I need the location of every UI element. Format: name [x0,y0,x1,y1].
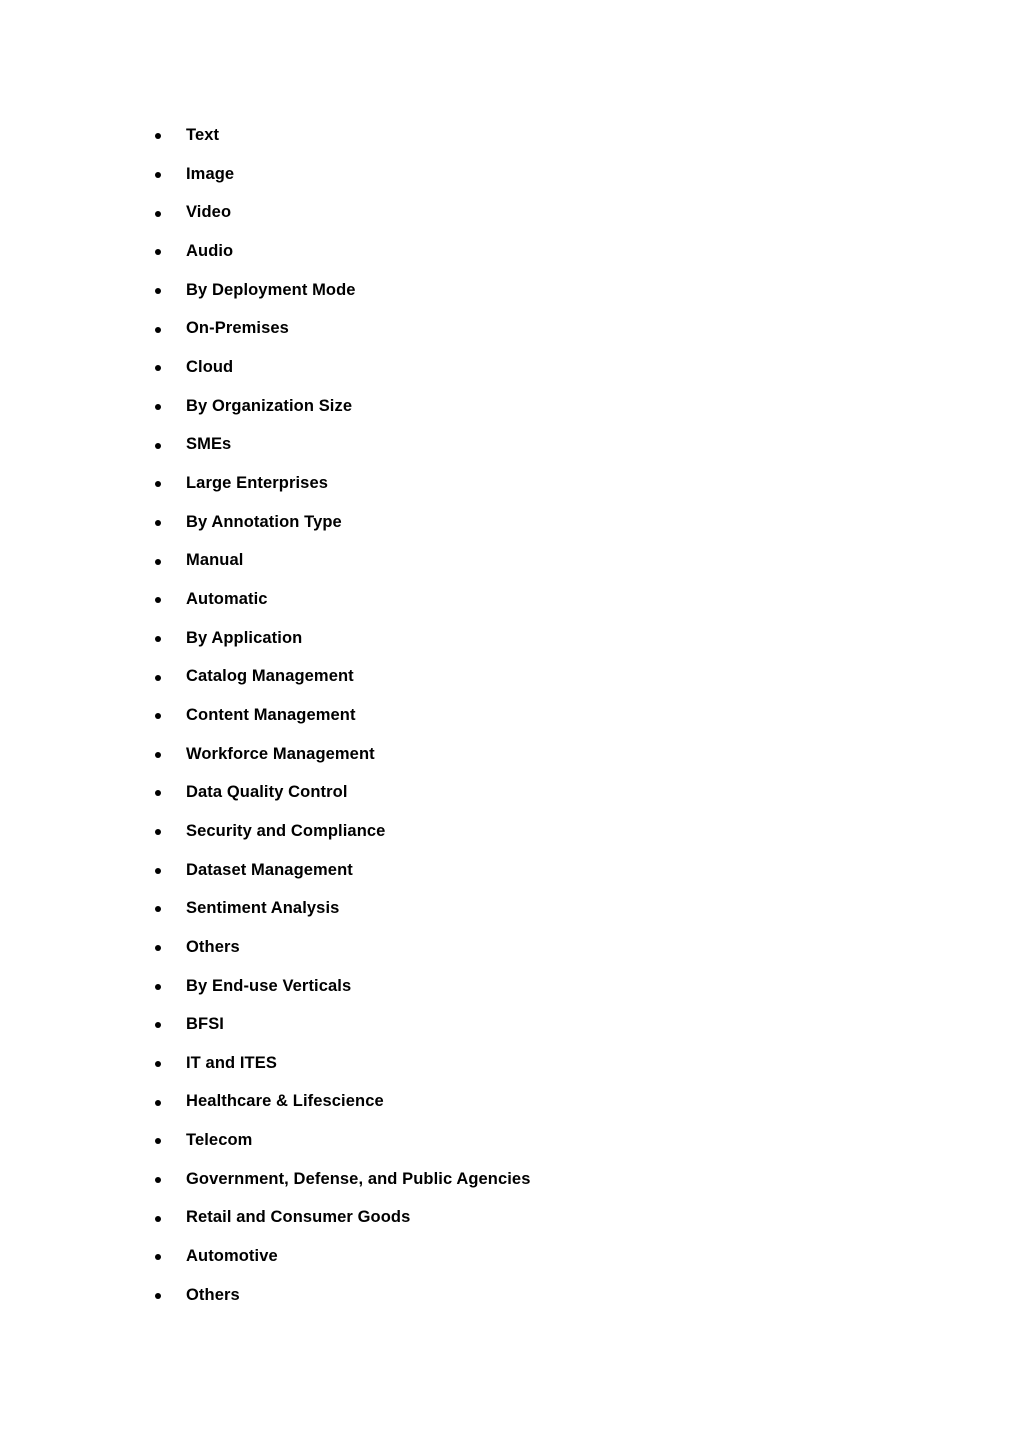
bullet-icon [155,365,161,371]
list-item [152,850,530,889]
list-item [152,889,530,928]
list-item [152,735,530,774]
list-item-text: On-Premises [186,319,289,338]
list-item [152,696,530,735]
list-item-text: Cloud [186,358,234,377]
list-item [152,1276,530,1315]
bullet-icon [155,1177,161,1183]
bullet-icon [155,211,161,217]
bullet-icon [155,288,161,294]
bullet-icon [155,1022,161,1028]
bullet-icon [155,675,161,681]
bullet-icon [155,1254,161,1260]
list-item-text: By Organization Size [186,396,353,415]
bullet-icon [155,945,161,951]
list-item [152,271,530,310]
list-item [152,541,530,580]
list-item [152,773,530,812]
list-item-text: By Deployment Mode [186,280,356,299]
list-item-text: BFSI [186,1015,224,1034]
list-item [152,1160,530,1199]
bullet-icon [155,172,161,178]
list-item-text: Automatic [186,589,268,608]
list-item-text: Audio [186,242,234,261]
list-item [152,1044,530,1083]
list-item [152,193,530,232]
list-item-text: Dataset Management [186,860,353,879]
list-item-text: By Application [186,628,303,647]
bullet-icon [155,868,161,874]
bullet-icon [155,481,161,487]
list-item-text: Others [186,1285,240,1304]
bullet-icon [155,713,161,719]
bullet-icon [155,520,161,526]
list-item [152,928,530,967]
list-item [152,812,530,851]
bullet-icon [155,1216,161,1222]
list-item [152,580,530,619]
bullet-icon [155,404,161,410]
bullet-icon [155,790,161,796]
list-item-text: Catalog Management [186,667,354,686]
list-item-text: Security and Compliance [186,821,386,840]
list-item-text: Video [186,203,232,222]
list-item-text: Automotive [186,1247,278,1266]
bullet-icon [155,1100,161,1106]
list-item-text: Large Enterprises [186,473,329,492]
bullet-icon [155,906,161,912]
list-item-text: Content Management [186,705,356,724]
bullet-icon [155,984,161,990]
bullet-icon [155,752,161,758]
bullet-list [152,116,530,1314]
bullet-icon [155,597,161,603]
list-item [152,425,530,464]
list-item [152,657,530,696]
list-item [152,232,530,271]
list-item-text: Manual [186,551,244,570]
bullet-icon [155,1061,161,1067]
list-item [152,966,530,1005]
list-item [152,1082,530,1121]
bullet-icon [155,559,161,565]
list-item [152,503,530,542]
list-item-text: Data Quality Control [186,783,348,802]
list-item-text: Healthcare & Lifescience [186,1092,384,1111]
list-item-text: Image [186,164,235,183]
list-item [152,1005,530,1044]
bullet-icon [155,829,161,835]
list-item-text: By End-use Verticals [186,976,352,995]
list-item [152,116,530,155]
list-item-text: IT and ITES [186,1053,277,1072]
list-item [152,1198,530,1237]
bullet-icon [155,636,161,642]
bullet-icon [155,1138,161,1144]
bullet-icon [155,1293,161,1299]
list-item-text: Sentiment Analysis [186,899,340,918]
list-item [152,1237,530,1276]
list-item-text: Workforce Management [186,744,375,763]
list-item [152,155,530,194]
list-item [152,1121,530,1160]
bullet-icon [155,133,161,139]
list-item [152,464,530,503]
list-item [152,619,530,658]
list-item-text: Telecom [186,1131,253,1150]
bullet-icon [155,249,161,255]
list-item-text: Text [186,126,220,145]
list-item [152,348,530,387]
bullet-icon [155,327,161,333]
list-item-text: Retail and Consumer Goods [186,1208,411,1227]
list-item [152,309,530,348]
list-item [152,387,530,426]
list-item-text: Others [186,937,240,956]
list-item-text: SMEs [186,435,232,454]
list-item-text: Government, Defense, and Public Agencies [186,1169,531,1188]
list-item-text: By Annotation Type [186,512,342,531]
bullet-icon [155,443,161,449]
